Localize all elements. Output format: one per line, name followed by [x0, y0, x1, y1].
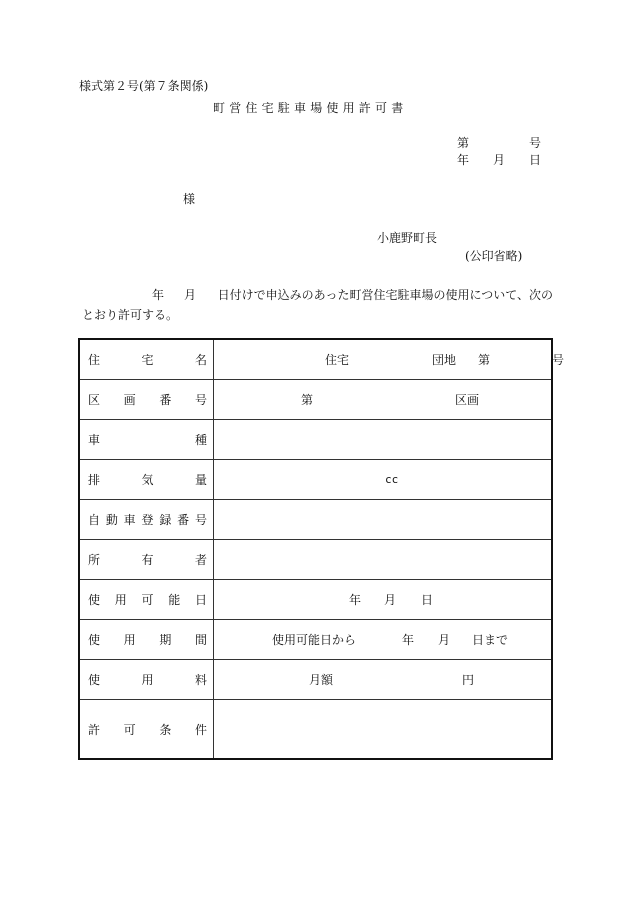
table-row — [79, 460, 552, 500]
label-char: 使 — [88, 673, 101, 687]
housing-name-value — [214, 339, 565, 380]
value-kukaku: 区画 — [455, 393, 480, 407]
label-chars — [88, 431, 207, 448]
document-number — [457, 137, 541, 149]
displacement-value — [214, 460, 553, 500]
label-chars — [88, 551, 207, 568]
label-chars — [88, 591, 207, 608]
section-number-value — [214, 380, 553, 420]
label-char: 住 — [88, 353, 101, 367]
registration-number-value — [214, 500, 553, 540]
statement-line-1-rest: 日付けで申込みのあった町営住宅駐車場の使用について、次の — [217, 288, 553, 302]
available-date-value — [214, 580, 553, 620]
usage-period-value — [214, 620, 553, 660]
table-row — [79, 380, 552, 420]
row-label-owner — [79, 540, 214, 580]
value-cc: cc — [385, 473, 399, 486]
permit-details-table — [78, 338, 565, 760]
row-label-displacement — [79, 460, 214, 500]
owner-value — [214, 540, 553, 580]
value-danchi: 団地 — [432, 353, 457, 367]
label-char: 号 — [194, 513, 207, 527]
value-until: 日まで — [472, 633, 509, 647]
recipient-honorific: 様 — [183, 192, 196, 206]
label-char: 使 — [88, 633, 101, 647]
row-label-available-date — [79, 580, 214, 620]
label-chars — [88, 671, 207, 688]
row-label-housing-name — [79, 339, 214, 380]
label-char: 所 — [88, 553, 101, 567]
label-chars — [88, 471, 207, 488]
date-day: 日 — [528, 153, 541, 167]
label-char: 間 — [194, 633, 207, 647]
row-label-usage-period — [79, 620, 214, 660]
label-char: 用 — [114, 593, 127, 607]
date-year: 年 — [457, 153, 470, 167]
value-dai: 第 — [478, 353, 491, 367]
table-row — [79, 420, 552, 460]
table-row — [79, 700, 552, 760]
table-row — [79, 660, 552, 700]
label-char: 料 — [194, 673, 207, 687]
label-char: 有 — [141, 553, 154, 567]
label-char: 宅 — [141, 353, 154, 367]
label-char: 許 — [88, 722, 101, 737]
value-month: 月 — [384, 593, 397, 607]
value-yen: 円 — [462, 673, 475, 687]
label-char: 日 — [194, 593, 207, 607]
label-char: 録 — [159, 513, 172, 527]
form-number: 様式第２号(第７条関係) — [79, 79, 209, 93]
label-char: 号 — [194, 393, 207, 407]
number-prefix: 第 — [457, 136, 470, 150]
label-char: 量 — [194, 473, 207, 487]
table-row — [79, 580, 552, 620]
label-char: 使 — [88, 593, 101, 607]
label-char: 名 — [194, 353, 207, 367]
label-char: 動 — [105, 513, 118, 527]
label-char: 区 — [88, 393, 101, 407]
label-char: 可 — [141, 593, 154, 607]
value-monthly: 月額 — [309, 673, 334, 687]
label-char: 気 — [141, 473, 154, 487]
value-dai: 第 — [301, 393, 314, 407]
value-go: 号 — [552, 353, 565, 367]
row-label-vehicle-type — [79, 420, 214, 460]
vehicle-type-value — [214, 420, 553, 460]
statement-line-2: とおり許可する。 — [82, 308, 179, 322]
value-month: 月 — [438, 633, 451, 647]
value-year: 年 — [402, 633, 415, 647]
value-from: 使用可能日から — [272, 633, 357, 647]
table-row — [79, 540, 552, 580]
label-char: 番 — [177, 513, 190, 527]
usage-fee-value — [214, 660, 553, 700]
row-label-permit-conditions — [79, 700, 214, 760]
label-char: 画 — [123, 393, 136, 407]
label-char: 用 — [141, 673, 154, 687]
statement-year: 年 — [152, 288, 165, 302]
label-char: 排 — [88, 473, 101, 487]
document-title: 町営住宅駐車場使用許可書 — [213, 101, 408, 115]
statement-line-1 — [79, 285, 553, 305]
label-char: 番 — [159, 393, 172, 407]
row-label-registration-number — [79, 500, 214, 540]
label-char: 期 — [159, 633, 172, 647]
permit-conditions-value — [214, 700, 553, 760]
statement-month: 月 — [183, 288, 196, 302]
value-day: 日 — [421, 593, 434, 607]
number-suffix: 号 — [528, 136, 541, 150]
label-char: 者 — [194, 553, 207, 567]
label-char: 自 — [88, 513, 101, 527]
row-label-usage-fee — [79, 660, 214, 700]
label-char: 種 — [194, 433, 207, 447]
label-char: 登 — [141, 513, 154, 527]
issue-date — [457, 154, 541, 166]
label-char: 車 — [123, 513, 136, 527]
label-char: 車 — [88, 433, 101, 447]
label-chars — [88, 721, 207, 738]
label-char: 用 — [123, 633, 136, 647]
label-char: 条 — [159, 722, 172, 737]
value-housing: 住宅 — [325, 353, 350, 367]
date-month: 月 — [492, 153, 505, 167]
value-year: 年 — [349, 593, 362, 607]
label-chars — [88, 511, 207, 528]
table-row — [79, 620, 552, 660]
label-char: 件 — [194, 722, 207, 737]
table-row — [79, 500, 552, 540]
label-char: 可 — [123, 722, 136, 737]
seal-note: (公印省略) — [465, 249, 523, 263]
label-chars — [88, 351, 207, 368]
issuer-name: 小鹿野町長 — [377, 231, 438, 245]
document-number-and-date — [457, 137, 541, 171]
table-row — [79, 339, 552, 380]
label-char: 能 — [168, 593, 181, 607]
label-chars — [88, 631, 207, 648]
row-label-section-number — [79, 380, 214, 420]
permission-statement — [79, 285, 553, 325]
label-chars — [88, 391, 207, 408]
